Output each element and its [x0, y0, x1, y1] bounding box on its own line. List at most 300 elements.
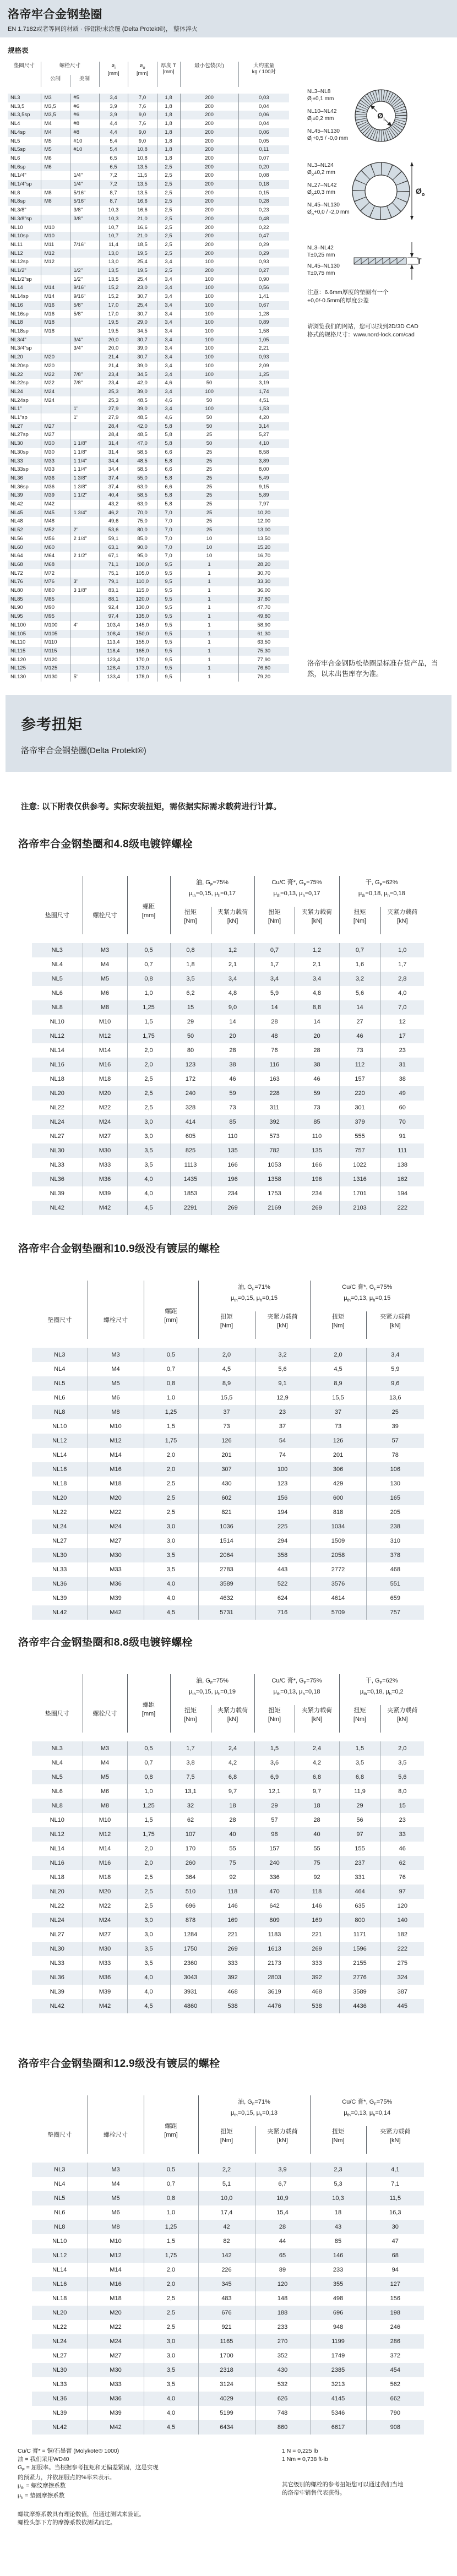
- spec-cell: 200: [180, 154, 238, 163]
- torque-cell: M20: [83, 1086, 127, 1101]
- torque-row: [32, 1548, 424, 1562]
- spec-cell: NL14: [8, 284, 41, 292]
- spec-row: [8, 569, 289, 578]
- torque-cell: 270: [255, 2334, 310, 2349]
- torque-cell: NL5: [32, 2191, 88, 2205]
- torque-cell: 1,5: [127, 1813, 170, 1827]
- spec-cell: 16,6: [128, 206, 157, 215]
- torque-cell: 94: [366, 2263, 424, 2277]
- torque-cell: 4,5: [144, 2420, 198, 2435]
- spec-cell: 1: [180, 673, 238, 682]
- torque-cell: NL3: [32, 2163, 88, 2177]
- torque-cell: M8: [88, 2220, 144, 2234]
- torque-table-heading: 洛帝牢合金钢垫圈和8.8级电镀锌螺栓: [18, 1637, 193, 1648]
- torque-cell: NL22: [50, 1903, 64, 1909]
- spec-row: [8, 284, 289, 292]
- spec-cell: 37,4: [99, 483, 128, 492]
- torque-cell: 3,4: [254, 972, 295, 986]
- torque-cell: M10: [83, 1813, 127, 1827]
- spec-cell: 10,8: [128, 145, 157, 154]
- spec-cell: 25: [180, 517, 238, 526]
- torque-cell: 138: [380, 1158, 424, 1172]
- thickness-tolerances: [307, 244, 351, 281]
- torque-row: [32, 1000, 424, 1015]
- spec-cell: NL30: [8, 439, 41, 448]
- spec-cell: NL6sp: [8, 163, 41, 172]
- spec-cell: 3": [70, 578, 99, 586]
- spec-cell: 200: [180, 128, 238, 137]
- torque-cell: 126: [310, 1434, 366, 1448]
- torque-cell: M6: [83, 986, 127, 1000]
- spec-cell: NL45: [8, 509, 41, 518]
- torque-cell: 18: [295, 1799, 339, 1813]
- thickness-tolerance-note: 注意：6.6mm厚度的垫圈有一个 +0,0/-0.5mm的厚度公差: [307, 289, 389, 304]
- spec-cell: 1/2": [70, 266, 99, 275]
- torque-cell: 333: [295, 1956, 339, 1970]
- spec-cell: M24: [41, 396, 70, 405]
- spec-cell: 1: [180, 656, 238, 665]
- torque-row: [32, 2320, 424, 2334]
- spec-cell: 7,0: [157, 526, 180, 535]
- spec-cell: 3,19: [238, 379, 289, 388]
- torque-cell: 188: [255, 2306, 310, 2320]
- torque-cell: 301: [339, 1101, 380, 1115]
- torque-row: [32, 957, 424, 972]
- spec-cell: NL10sp: [8, 232, 41, 241]
- spec-cell: M3,5: [41, 102, 70, 111]
- torque-cell: M12: [88, 2248, 144, 2263]
- spec-cell: 49,6: [99, 517, 128, 526]
- spec-cell: 5,8: [157, 474, 180, 483]
- col-clamp-load: 夹紧力载荷 [kN]: [366, 1311, 424, 1339]
- torque-cell: M24: [88, 1520, 144, 1534]
- spec-cell: M45: [41, 509, 70, 518]
- torque-row: [32, 1770, 424, 1784]
- tolerance-item: NL3–NL42 T±0,25 mm: [307, 245, 335, 258]
- torque-table-section-4-8: [18, 836, 442, 1215]
- spec-cell: [41, 344, 70, 353]
- spec-cell: 1,41: [238, 292, 289, 301]
- spec-row: [8, 517, 289, 526]
- spec-cell: 43,2: [99, 500, 128, 509]
- torque-cell: M33: [83, 1956, 127, 1970]
- torque-cell: 220: [339, 1086, 380, 1101]
- torque-cell: 1613: [254, 1942, 295, 1956]
- spec-cell: NL11: [10, 241, 23, 248]
- torque-cell: 57: [366, 1434, 424, 1448]
- spec-cell: 200: [180, 102, 238, 111]
- spec-cell: 16,6: [128, 197, 157, 206]
- spec-cell: #10: [70, 137, 99, 146]
- torque-cell: 748: [255, 2406, 310, 2420]
- spec-cell: 1: [180, 612, 238, 621]
- spec-cell: 13,0: [99, 249, 128, 258]
- torque-cell: 194: [255, 1505, 310, 1520]
- spec-cell: NL14sp: [10, 293, 29, 300]
- col-metric: 公制: [41, 75, 70, 87]
- torque-row: [32, 2177, 424, 2191]
- torque-cell: 2,0: [380, 1741, 424, 1756]
- torque-cell: 1701: [339, 1186, 380, 1201]
- spec-cell: 1: [180, 664, 238, 673]
- torque-cell: 27: [339, 1015, 380, 1029]
- torque-cell: 246: [366, 2320, 424, 2334]
- torque-cell: 238: [366, 1520, 424, 1534]
- torque-cell: 624: [255, 1591, 310, 1605]
- torque-cell: 269: [211, 1942, 254, 1956]
- spec-cell: [70, 318, 99, 327]
- spec-cell: 123,4: [99, 656, 128, 665]
- torque-row: [32, 1605, 424, 1620]
- torque-cell: 1,0: [127, 1784, 170, 1799]
- torque-row: [32, 1158, 424, 1172]
- spec-row: [8, 362, 289, 371]
- spec-cell: 0,89: [238, 318, 289, 327]
- torque-cell: NL14: [50, 1047, 64, 1054]
- spec-cell: NL27sp: [10, 432, 29, 438]
- spec-cell: [41, 171, 70, 180]
- torque-cell: 201: [198, 1448, 255, 1462]
- spec-cell: 0,23: [238, 206, 289, 215]
- torque-cell: 33: [380, 1827, 424, 1842]
- spec-cell: 0,08: [238, 171, 289, 180]
- spec-cell: 39,0: [128, 405, 157, 413]
- spec-cell: [41, 206, 70, 215]
- torque-cell: NL3: [32, 943, 83, 957]
- torque-row: [32, 972, 424, 986]
- spec-cell: 0,11: [238, 145, 289, 154]
- torque-row: [32, 1015, 424, 1029]
- spec-cell: 7,0: [157, 535, 180, 543]
- torque-row: [32, 1072, 424, 1086]
- torque-cell: 3,4: [366, 1348, 424, 1362]
- spec-cell: 20,0: [99, 336, 128, 345]
- torque-cell: 85: [310, 2234, 366, 2248]
- torque-cell: 92: [295, 1870, 339, 1885]
- spec-cell: 10: [180, 535, 238, 543]
- torque-cell: 3931: [170, 1985, 211, 1999]
- spec-cell: 63,1: [99, 543, 128, 552]
- spec-cell: 1,05: [238, 336, 289, 345]
- torque-cell: 110: [211, 1129, 254, 1143]
- spec-cell: 0,04: [238, 102, 289, 111]
- spec-cell: 71,1: [99, 560, 128, 569]
- spec-cell: NL20: [8, 353, 41, 362]
- torque-cell: NL3: [32, 1348, 88, 1362]
- torque-row: [32, 1129, 424, 1143]
- torque-cell: 47: [366, 2234, 424, 2248]
- torque-cell: 2,0: [127, 1842, 170, 1856]
- torque-cell: 169: [295, 1913, 339, 1927]
- torque-cell: 240: [254, 1856, 295, 1870]
- spec-row: [8, 638, 289, 647]
- torque-cell: 445: [380, 1999, 424, 2013]
- spec-cell: 0,06: [238, 111, 289, 119]
- torque-cell: 5,6: [339, 986, 380, 1000]
- spec-row: [8, 128, 289, 137]
- torque-cell: 15,5: [198, 1391, 255, 1405]
- torque-cell: 228: [254, 1086, 295, 1101]
- torque-cell: NL10: [50, 1817, 64, 1823]
- torque-row: [32, 2191, 424, 2205]
- spec-cell: [70, 500, 99, 509]
- spec-cell: 1: [180, 586, 238, 595]
- col-bolt-size: 螺栓尺寸: [88, 2095, 144, 2154]
- spec-cell: M125: [41, 664, 70, 673]
- spec-cell: 30,7: [128, 292, 157, 301]
- torque-cell: 157: [339, 1072, 380, 1086]
- spec-cell: 3,4: [157, 284, 180, 292]
- torque-cell: 1053: [254, 1158, 295, 1172]
- spec-cell: 48,5: [128, 413, 157, 422]
- spec-cell: 17,0: [99, 310, 128, 319]
- spec-row: [8, 249, 289, 258]
- torque-row: [32, 1115, 424, 1129]
- torque-cell: 1,0: [380, 943, 424, 957]
- torque-cell: 3,5: [339, 1756, 380, 1770]
- torque-table: [32, 1674, 424, 2013]
- torque-cell: M36: [88, 2392, 144, 2406]
- cad-link[interactable]: www.nord-lock.com/cad: [353, 331, 415, 338]
- torque-cell: 269: [295, 1201, 339, 1215]
- torque-cell: NL20: [32, 1086, 83, 1101]
- spec-row: [8, 232, 289, 241]
- torque-cell: 6,8: [211, 1770, 254, 1784]
- spec-cell: 7,0: [157, 517, 180, 526]
- torque-cell: 130: [366, 1477, 424, 1491]
- washer-thickness-diagram: [346, 241, 440, 281]
- spec-cell: [41, 405, 70, 413]
- spec-cell: [70, 630, 99, 639]
- torque-cell: 5,9: [254, 986, 295, 1000]
- spec-cell: 1,53: [238, 405, 289, 413]
- footnotes-definitions: [18, 2447, 260, 2502]
- spec-cell: M42: [41, 500, 70, 509]
- col-clamp-load: 夹紧力载荷 [kN]: [255, 1311, 310, 1339]
- torque-row: [32, 1362, 424, 1376]
- torque-cell: 42: [198, 2220, 255, 2234]
- spec-cell: NL90: [10, 604, 23, 611]
- spec-cell: 0,28: [238, 197, 289, 206]
- spec-cell: 1: [180, 630, 238, 639]
- torque-cell: 2,0: [127, 1043, 170, 1058]
- spec-cell: 53,6: [99, 526, 128, 535]
- torque-cell: 65: [255, 2248, 310, 2263]
- torque-cell: 1,0: [127, 986, 170, 1000]
- torque-cell: 818: [310, 1505, 366, 1520]
- torque-table-section-12-9: [18, 2055, 442, 2435]
- torque-cell: 4,0: [127, 1172, 170, 1186]
- torque-cell: 7,1: [366, 2177, 424, 2191]
- spec-cell: 2,5: [157, 180, 180, 189]
- spec-cell: 30,70: [238, 569, 289, 578]
- spec-cell: M48: [41, 517, 70, 526]
- torque-cell: 155: [339, 1842, 380, 1856]
- spec-row: [8, 145, 289, 154]
- torque-table-heading: 洛帝牢合金钢垫圈和10.9级没有镀层的螺栓: [18, 1243, 220, 1255]
- spec-cell: 25: [180, 431, 238, 439]
- torque-cell: M10: [88, 2234, 144, 2248]
- spec-cell: 3/4": [70, 344, 99, 353]
- torque-cell: 538: [295, 1999, 339, 2013]
- spec-cell: #6: [70, 111, 99, 119]
- torque-cell: 4436: [339, 1999, 380, 2013]
- spec-cell: M3,5: [41, 111, 70, 119]
- svg-text:Øi: $Ø_i$: [377, 111, 385, 122]
- torque-cell: 4,0: [127, 1970, 170, 1985]
- spec-cell: 1,8: [157, 128, 180, 137]
- spec-cell: 0,22: [238, 224, 289, 232]
- spec-row: [8, 621, 289, 630]
- spec-cell: 2,5: [157, 241, 180, 249]
- torque-cell: 10,0: [198, 2191, 255, 2205]
- torque-cell: 333: [211, 1956, 254, 1970]
- torque-row: [32, 1842, 424, 1856]
- torque-cell: 2,0: [144, 2263, 198, 2277]
- torque-row: [32, 1029, 424, 1043]
- torque-row: [32, 1756, 424, 1770]
- torque-cell: 0,8: [127, 972, 170, 986]
- spec-cell: 19,5: [99, 318, 128, 327]
- spec-cell: 3,4: [157, 388, 180, 396]
- torque-row: [32, 2334, 424, 2349]
- torque-cell: 106: [366, 1462, 424, 1477]
- spec-row: [8, 379, 289, 388]
- torque-cell: M6: [88, 1391, 144, 1405]
- spec-cell: NL3/8": [10, 207, 26, 214]
- spec-cell: 34,5: [128, 371, 157, 379]
- torque-cell: 3,9: [255, 2163, 310, 2177]
- spec-row: [8, 318, 289, 327]
- torque-row: [32, 943, 424, 957]
- spec-cell: 1,8: [157, 145, 180, 154]
- torque-cell: M6: [83, 1784, 127, 1799]
- torque-cell: 6434: [198, 2420, 255, 2435]
- spec-cell: 7,0: [157, 509, 180, 518]
- spec-cell: 7,6: [128, 102, 157, 111]
- torque-cell: 1,2: [295, 943, 339, 957]
- torque-row: [32, 2205, 424, 2220]
- torque-cell: 14: [211, 1015, 254, 1029]
- spec-cell: 55,0: [128, 474, 157, 483]
- torque-cell: 68: [366, 2248, 424, 2263]
- torque-cell: NL42: [32, 2420, 88, 2435]
- spec-row: [8, 353, 289, 362]
- torque-cell: NL14: [50, 1845, 64, 1852]
- torque-cell: 9,0: [211, 1000, 254, 1015]
- spec-cell: 1 3/4": [70, 509, 99, 518]
- spec-cell: 200: [180, 224, 238, 232]
- torque-row: [32, 2406, 424, 2420]
- spec-cell: M12: [41, 249, 70, 258]
- torque-cell: 8,0: [380, 1784, 424, 1799]
- torque-cell: NL36: [32, 1577, 88, 1591]
- spec-cell: NL80: [10, 587, 23, 594]
- torque-cell: 107: [170, 1827, 211, 1842]
- spec-cell: [70, 543, 99, 552]
- spec-cell: 47,70: [238, 603, 289, 612]
- spec-cell: 10: [180, 543, 238, 552]
- spec-cell: 2,5: [157, 206, 180, 215]
- torque-cell: 0,8: [144, 2191, 198, 2205]
- torque-row: [32, 2248, 424, 2263]
- spec-cell: 3,4: [157, 275, 180, 284]
- torque-cell: 222: [380, 1201, 424, 1215]
- torque-cell: 0,7: [254, 943, 295, 957]
- spec-cell: 1 3/8": [70, 483, 99, 492]
- spec-cell: 7/16": [70, 241, 99, 249]
- spec-cell: 1,74: [238, 388, 289, 396]
- spec-cell: 1: [180, 595, 238, 604]
- spec-cell: 25: [180, 465, 238, 474]
- spec-cell: NL5sp: [8, 145, 41, 154]
- torque-row: [32, 1985, 424, 1999]
- spec-cell: 34,4: [99, 465, 128, 474]
- spec-cell: 13,5: [128, 189, 157, 198]
- spec-cell: 50: [180, 396, 238, 405]
- torque-cell: 234: [295, 1186, 339, 1201]
- torque-cell: 1,25: [127, 1000, 170, 1015]
- spec-row: [8, 119, 289, 128]
- spec-row: [8, 673, 289, 682]
- torque-cell: 120: [255, 2277, 310, 2291]
- torque-cell: 8,9: [198, 1376, 255, 1391]
- torque-cell: 3,5: [144, 1548, 198, 1562]
- torque-cell: 29: [170, 1015, 211, 1029]
- torque-cell: 468: [295, 1985, 339, 1999]
- torque-row: [32, 1784, 424, 1799]
- torque-cell: 4,0: [144, 1591, 198, 1605]
- spec-cell: 5,8: [157, 439, 180, 448]
- condition-group-header: 干, $G_F=62\%$ $\mu_{th}=0,18$, $\mu_h=0,2$: [339, 1674, 424, 1705]
- torque-cell: 0,5: [127, 943, 170, 957]
- spec-row: [8, 292, 289, 301]
- spec-cell: 34,5: [128, 327, 157, 336]
- torque-cell: 310: [366, 1534, 424, 1548]
- spec-cell: 25,4: [128, 275, 157, 284]
- torque-cell: 146: [310, 2248, 366, 2263]
- col-washer-size: 垫圈尺寸: [47, 2132, 72, 2138]
- spec-cell: 42,0: [128, 379, 157, 388]
- footnote-line: $G_F$ = 屈服率。当根据参考扭矩和无偏差紧固，这是实现 的预紧力，并依屈服点的%率来表示。: [18, 2464, 159, 2481]
- spec-cell: 5,8: [157, 422, 180, 431]
- spec-cell: M76: [41, 578, 70, 586]
- condition-group-header: Cu/C 膏*, $G_F=75\%$ $\mu_{th}=0,13$, $\mu_h=0,14$: [310, 2095, 424, 2126]
- spec-cell: 30,7: [128, 336, 157, 345]
- spec-cell: 63,50: [238, 638, 289, 647]
- spec-cell: 75,1: [99, 569, 128, 578]
- spec-row: [8, 344, 289, 353]
- torque-cell: 1749: [310, 2349, 366, 2363]
- col-pitch: 螺距 [mm]: [144, 1281, 198, 1339]
- torque-cell: NL27: [50, 1931, 64, 1938]
- spec-cell: 0,29: [238, 249, 289, 258]
- torque-cell: 4,8: [295, 986, 339, 1000]
- col-clamp-load: 夹紧力载荷 [kN]: [380, 907, 424, 934]
- spec-cell: 13,00: [238, 526, 289, 535]
- spec-cell: 50: [180, 379, 238, 388]
- spec-cell: 0,93: [238, 258, 289, 266]
- torque-cell: 1,7: [170, 1741, 211, 1756]
- spec-cell: 3,89: [238, 457, 289, 466]
- torque-cell: 92: [211, 1870, 254, 1885]
- spec-cell: 6,6: [157, 465, 180, 474]
- torque-cell: NL33: [50, 1162, 64, 1168]
- spec-cell: 173,0: [128, 664, 157, 673]
- torque-cell: 56: [339, 1813, 380, 1827]
- torque-cell: 126: [198, 1434, 255, 1448]
- col-bolt-size: 螺栓尺寸: [88, 1281, 144, 1339]
